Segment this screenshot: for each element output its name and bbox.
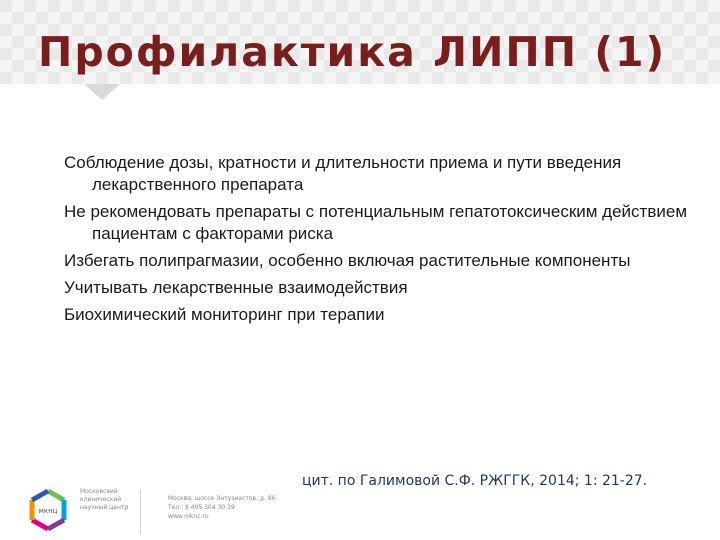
contact-address: Москва, шоссе Энтузиастов, д. 86	[168, 495, 276, 502]
list-item: Учитывать лекарственные взаимодействия	[64, 278, 408, 297]
contact-phone: Тел.: 8 495 304 30 39	[168, 504, 235, 511]
logo-abbr: мкнц	[38, 507, 58, 515]
logo-icon	[26, 488, 70, 532]
bullet-list	[64, 152, 704, 331]
list-item: Не рекомендовать препараты с потенциальным гепатотоксическим действием пациентам с факторами риска	[64, 202, 688, 243]
footer	[0, 464, 720, 540]
list-item: Избегать полипрагмазии, особенно включая растительные компоненты	[64, 251, 631, 270]
slide-title: Профилактика ЛИПП (1)	[38, 28, 667, 76]
logo-line: Московский	[80, 488, 118, 495]
logo-line: научный центр	[80, 504, 129, 511]
logo-text	[80, 488, 140, 512]
logo-line: клинический	[80, 496, 122, 503]
contact-info	[168, 494, 308, 521]
list-item: Биохимический мониторинг при терапии	[64, 305, 385, 324]
list-item: Соблюдение дозы, кратности и длительности приема и пути введения лекарственного препарата	[64, 153, 622, 194]
footer-divider	[140, 490, 141, 534]
header-pointer	[84, 84, 120, 100]
citation: цит. по Галимовой С.Ф. РЖГГК, 2014; 1: 21-27.	[302, 473, 648, 489]
contact-website: www.mknc.ru	[168, 513, 209, 520]
